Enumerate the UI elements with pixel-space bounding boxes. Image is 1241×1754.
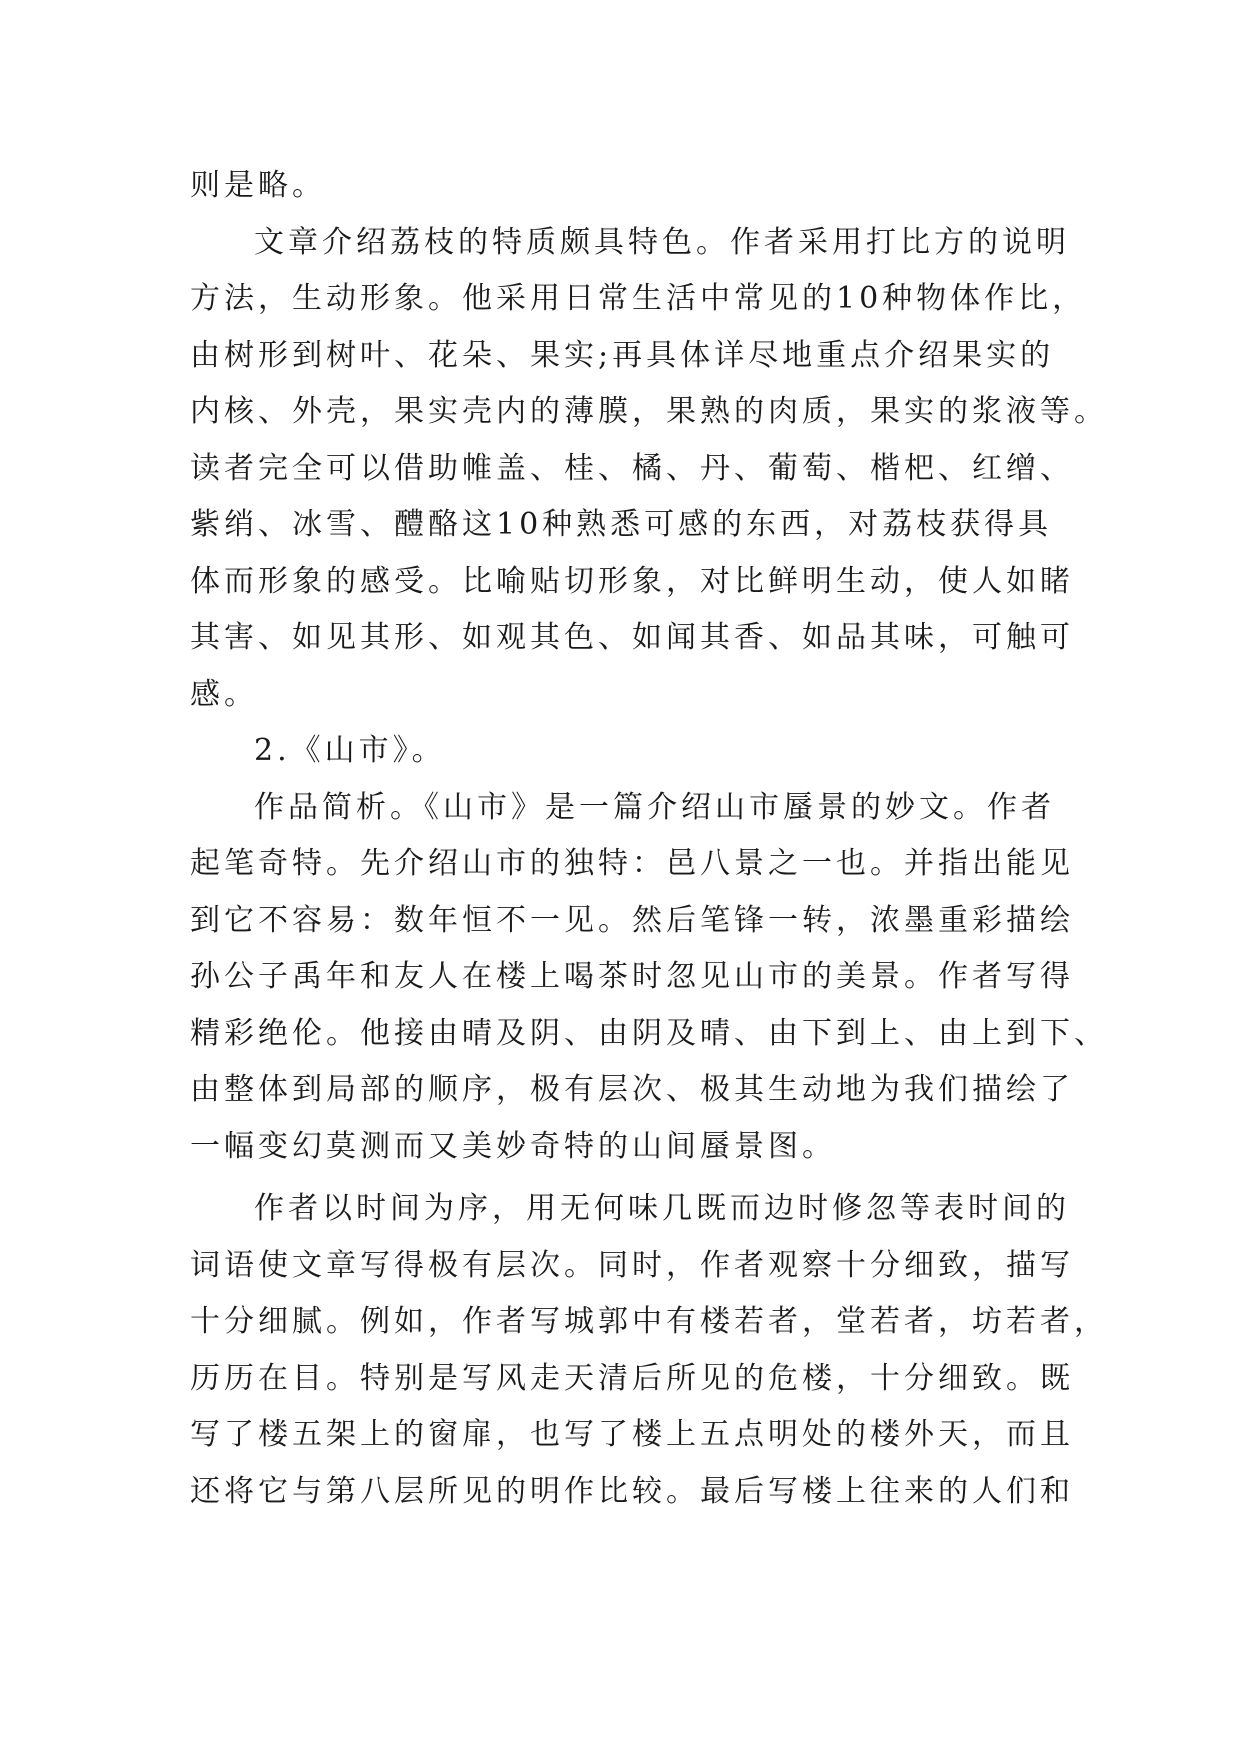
text-line: 孙公子禹年和友人在楼上喝茶时忽见山市的美景。作者写得 xyxy=(190,959,1074,994)
text-line: 方法，生动形象。他采用日常生活中常见的10种物体作比， xyxy=(190,281,1087,316)
text-line: 到它不容易：数年恒不一见。然后笔锋一转，浓墨重彩描绘 xyxy=(190,902,1074,938)
text-line: 由树形到树叶、花朵、果实;再具体详尽地重点介绍果实的 xyxy=(190,337,1055,373)
text-line: 文章介绍荔枝的特质颇具特色。作者采用打比方的说明 xyxy=(254,224,1070,260)
text-line: 起笔奇特。先介绍山市的独特：邑八景之一也。并指出能见 xyxy=(190,846,1074,881)
text-line: 还将它与第八层所见的明作比较。最后写楼上往来的人们和 xyxy=(190,1473,1074,1509)
document-body xyxy=(190,158,1108,1520)
text-line: 历历在目。特别是写风走天清后所见的危楼，十分细致。既 xyxy=(190,1360,1074,1396)
text-line: 体而形象的感受。比喻贴切形象，对比鲜明生动，使人如睹 xyxy=(190,563,1074,599)
text-line: 词语使文章写得极有层次。同时，作者观察十分细致，描写 xyxy=(190,1247,1074,1283)
text-line: 十分细腻。例如，作者写城郭中有楼若者，堂若者，坊若者， xyxy=(190,1304,1108,1339)
text-line: 读者完全可以借助帷盖、桂、橘、丹、葡萄、楷杷、红缯、 xyxy=(190,450,1074,486)
text-line: 内核、外壳，果实壳内的薄膜，果熟的肉质，果实的浆液等。 xyxy=(190,394,1108,429)
text-line: 精彩绝伦。他接由晴及阴、由阴及晴、由下到上、由上到下、 xyxy=(190,1015,1108,1051)
text-line: 紫绡、冰雪、醴酪这10种熟悉可感的东西，对荔枝获得具 xyxy=(190,507,1053,542)
text-line: 则是略。 xyxy=(190,168,326,203)
text-line: 感。 xyxy=(190,676,258,712)
text-line: 一幅变幻莫测而又美妙奇特的山间蜃景图。 xyxy=(190,1128,836,1164)
text-line: 作者以时间为序，用无何味几既而边时修忽等表时间的 xyxy=(254,1191,1070,1226)
text-line: 写了楼五架上的窗扉，也写了楼上五点明处的楼外天，而且 xyxy=(190,1417,1074,1452)
section-heading: 2.《山市》。 xyxy=(254,733,446,768)
text-line: 其害、如见其形、如观其色、如闻其香、如品其味，可触可 xyxy=(190,620,1074,655)
text-line: 由整体到局部的顺序，极有层次、极其生动地为我们描绘了 xyxy=(190,1072,1074,1107)
text-line: 作品简析。《山市》是一篇介绍山市蜃景的妙文。作者 xyxy=(254,789,1055,825)
